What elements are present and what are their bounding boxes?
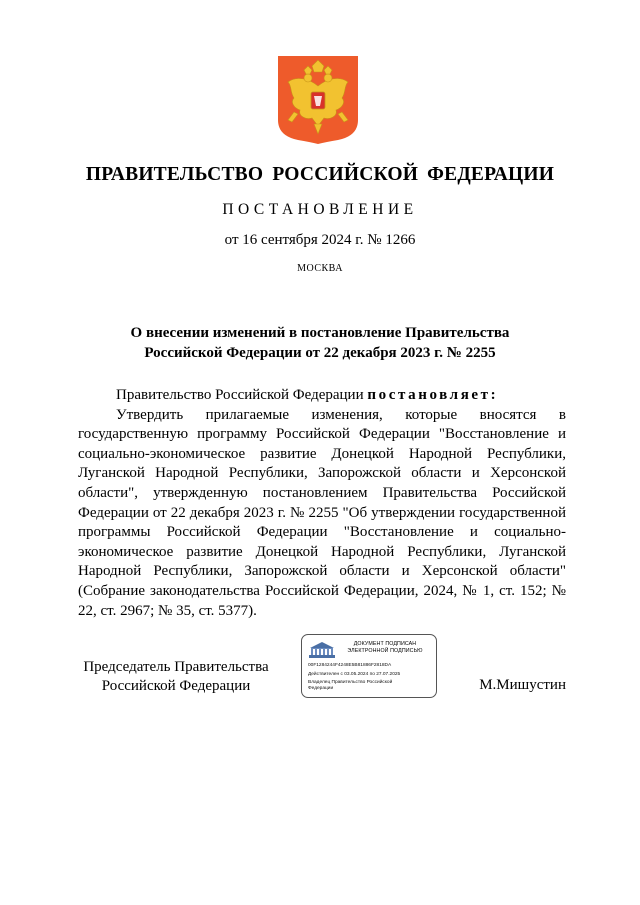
signatory-title [78,658,274,696]
stamp-header-line: ЭЛЕКТРОННОЙ ПОДПИСЬЮ [347,648,423,654]
decree-date-number: от 16 сентября 2024 г. № 1266 [224,232,416,248]
subject-line: Российской Федерации от 22 декабря 2023 г. № 2255 [144,345,496,361]
electronic-signature-stamp [301,634,437,698]
signatory-name: М.Мишустин [479,677,566,693]
intro-sentence [78,386,566,406]
government-title: ПРАВИТЕЛЬСТВО РОССИЙСКОЙ ФЕДЕРАЦИИ [85,164,555,185]
owner-line: Владелец Правительство Российской [308,680,393,685]
subject-line: О внесении изменений в постановление Правительства [130,325,510,341]
coat-of-arms-emblem [278,56,358,144]
owner-line: Федерации [308,686,334,691]
signatory-title-line: Российской Федерации [101,678,251,694]
certificate-owner [308,680,392,692]
city: МОСКВА [297,263,343,274]
signatory-title-line: Председатель Правительства [83,659,269,675]
validity-period: Действителен с 03.05.2024 по 27.07.2025 [308,672,401,677]
resolves-word: постановляет: [367,387,499,403]
main-paragraph: Утвердить прилагаемые изменения, которые вносятся в государственную программу Российской Федерации "Восстановление и социально-экономическое развитие Донецкой Народной Республики, Луганской Народной Республики, Запорожской области и Херсонской области", утвержденную постановлением Правительства Российской Федерации от 22 декабря 2023 г. № 2255 "Об утверждении государственной программы Российской Федерации "Восстановление и социально-экономическое развитие Донецкой Народной Республики, Луганской Народной Республики, Запорожской области и Херсонской области" (Собрание законодательства Российской Федерации, 2024, № 1, ст. 152; № 22, ст. 2967; № 35, ст. 5377). [78,406,566,619]
double-headed-eagle-icon [278,56,358,144]
decree-body [78,386,566,621]
stamp-header [336,641,434,655]
document-type: ПОСТАНОВЛЕНИЕ [222,201,418,218]
decree-subject [0,323,640,363]
intro-prefix: Правительство Российской Федерации [116,387,368,403]
certificate-number: 00F1284244F4248E5B81886F2818DA [308,663,392,668]
stamp-header-line: ДОКУМЕНТ ПОДПИСАН [353,641,417,647]
government-building-icon [308,641,336,659]
